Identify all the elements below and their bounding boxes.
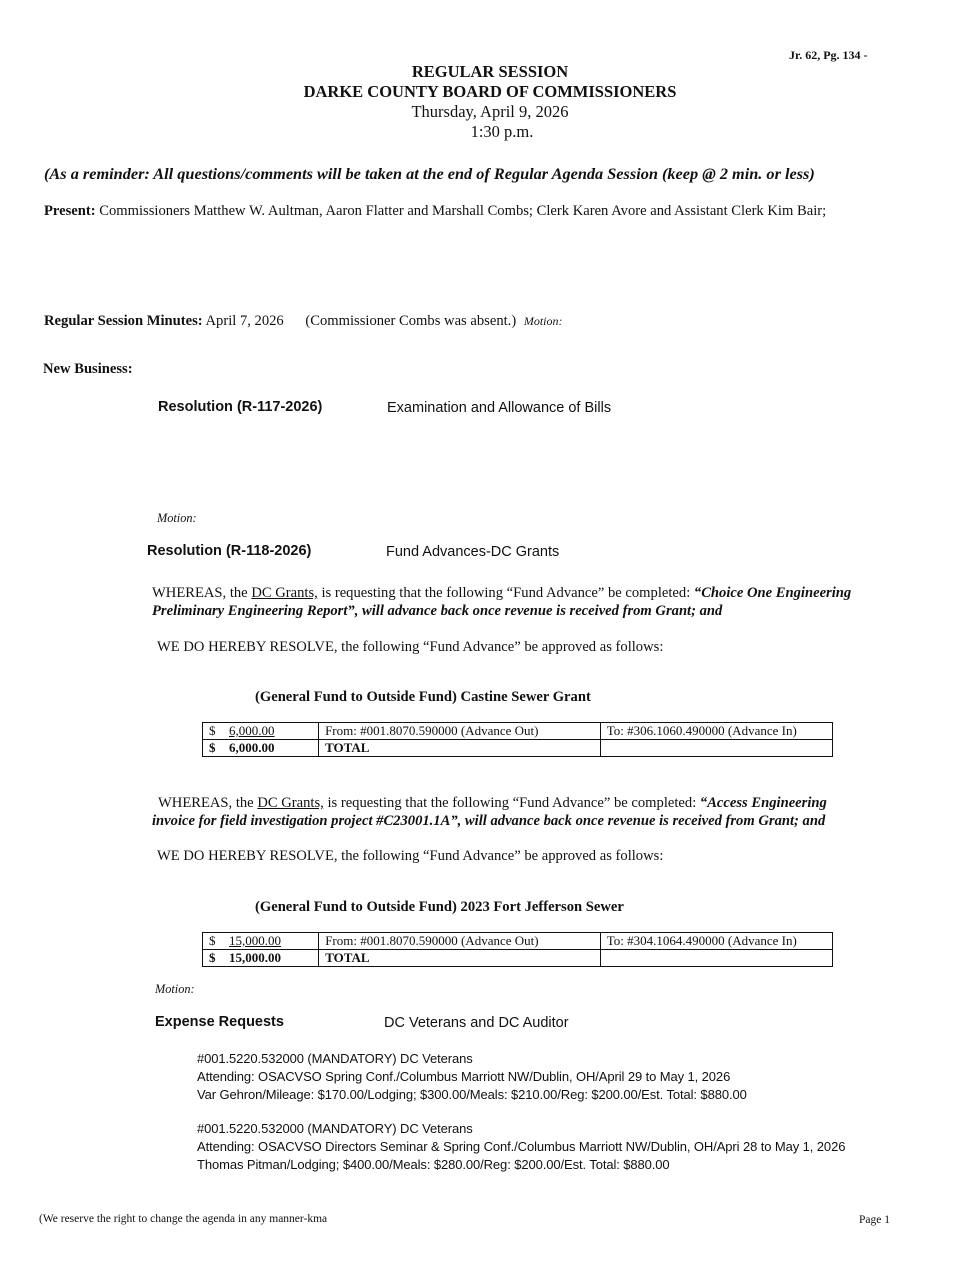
whereas-quote: “Choice One Engineering: [693, 585, 852, 601]
new-business-heading: New Business:: [43, 361, 133, 377]
resolve-clause-2: WE DO HEREBY RESOLVE, the following “Fund Advance” be approved as follows:: [157, 848, 664, 864]
whereas-middle: is requesting that the following “Fund Advance” be completed:: [317, 585, 694, 601]
to-account-cell: To: #306.1060.490000 (Advance In): [600, 723, 832, 740]
minutes-date: April 7, 2026: [202, 313, 284, 329]
total-label-cell: TOTAL: [319, 740, 601, 757]
expense-1-costs: Var Gehron/Mileage: $170.00/Lodging; $300.00/Meals: $210.00/Reg: $200.00/Est. Total: $880.00: [197, 1087, 747, 1102]
expense-2-costs: Thomas Pitman/Lodging; $400.00/Meals: $280.00/Reg: $200.00/Est. Total: $880.00: [197, 1157, 670, 1172]
whereas-clause-2: [158, 794, 827, 812]
fund-advance-2-table: [202, 932, 833, 967]
resolve-clause-1: WE DO HEREBY RESOLVE, the following “Fund Advance” be approved as follows:: [157, 639, 664, 655]
whereas-prefix: WHEREAS, the: [152, 585, 252, 601]
whereas-entity: DC Grants,: [251, 585, 318, 601]
total-amount-cell: [203, 740, 319, 757]
amount-cell: [203, 933, 319, 950]
empty-cell: [600, 950, 832, 967]
fund-advance-2-title: (General Fund to Outside Fund) 2023 Fort Jefferson Sewer: [255, 899, 624, 915]
dollar-sign: $: [209, 723, 216, 738]
minutes-label: Regular Session Minutes:: [44, 313, 203, 329]
expense-1-account: #001.5220.532000 (MANDATORY) DC Veterans: [197, 1051, 473, 1066]
session-date: Thursday, April 9, 2026: [411, 102, 569, 121]
session-title: REGULAR SESSION: [411, 62, 569, 81]
minutes-motion: Motion:: [523, 314, 563, 328]
present-text: Commissioners Matthew W. Aultman, Aaron Flatter and Marshall Combs; Clerk Karen Avore and Assistant Clerk Kim Bair;: [95, 203, 827, 219]
dollar-sign: $: [209, 950, 216, 965]
fund-advance-1-title: (General Fund to Outside Fund) Castine Sewer Grant: [255, 689, 591, 705]
resolution-r118-number: Resolution (R-118-2026): [147, 543, 312, 559]
amount-value: 6,000.00: [229, 723, 275, 738]
total-amount-value: 15,000.00: [229, 950, 281, 965]
resolution-r117-title: Examination and Allowance of Bills: [387, 400, 612, 416]
to-account-cell: To: #304.1064.490000 (Advance In): [600, 933, 832, 950]
table-row: [203, 933, 833, 950]
fund-advance-1-table: [202, 722, 833, 757]
from-account-cell: From: #001.8070.590000 (Advance Out): [319, 723, 601, 740]
present-label: Present:: [44, 203, 96, 219]
motion-label: Motion:: [155, 982, 195, 996]
table-row: [203, 950, 833, 967]
expense-2-attending: Attending: OSACVSO Directors Seminar & Spring Conf./Columbus Marriott NW/Dublin, OH/Apri 28 to May 1, 2026: [197, 1139, 846, 1154]
session-time: 1:30 p.m.: [470, 122, 534, 141]
whereas-entity: DC Grants,: [257, 795, 324, 811]
empty-cell: [600, 740, 832, 757]
expense-1-attending: Attending: OSACVSO Spring Conf./Columbus Marriott NW/Dublin, OH/April 29 to May 1, 2026: [197, 1069, 731, 1084]
journal-reference: Jr. 62, Pg. 134 -: [789, 48, 868, 62]
regular-session-minutes: [44, 313, 563, 330]
resolution-r118-title: Fund Advances-DC Grants: [386, 544, 560, 560]
whereas-prefix: WHEREAS, the: [158, 795, 258, 811]
present-attendees: [44, 203, 826, 220]
expense-requests-heading: Expense Requests: [155, 1014, 284, 1030]
table-row: [203, 740, 833, 757]
total-amount-cell: [203, 950, 319, 967]
expense-requests-title: DC Veterans and DC Auditor: [384, 1015, 569, 1031]
whereas-quote: “Access Engineering: [699, 795, 827, 811]
dollar-sign: $: [209, 933, 216, 948]
whereas-clause-1-continued: Preliminary Engineering Report”, will advance back once revenue is received from Grant; and: [152, 603, 723, 619]
whereas-middle: is requesting that the following “Fund Advance” be completed:: [323, 795, 700, 811]
reminder-note: (As a reminder: All questions/comments will be taken at the end of Regular Agenda Session (keep @ 2 min. or less): [44, 164, 815, 183]
amount-cell: [203, 723, 319, 740]
amount-value: 15,000.00: [229, 933, 281, 948]
whereas-clause-1: [152, 584, 851, 602]
table-row: [203, 723, 833, 740]
footer-note: (We reserve the right to change the agenda in any manner-kma: [39, 1213, 328, 1225]
board-name: DARKE COUNTY BOARD OF COMMISSIONERS: [303, 82, 677, 101]
total-amount-value: 6,000.00: [229, 740, 275, 755]
resolution-r117-number: Resolution (R-117-2026): [158, 399, 323, 415]
total-label-cell: TOTAL: [319, 950, 601, 967]
dollar-sign: $: [209, 740, 216, 755]
whereas-clause-2-continued: invoice for field investigation project #C23001.1A”, will advance back once revenue is received from Grant; and: [152, 813, 826, 829]
page-number: Page 1: [859, 1214, 890, 1226]
from-account-cell: From: #001.8070.590000 (Advance Out): [319, 933, 601, 950]
motion-label: Motion:: [157, 511, 197, 525]
minutes-absent-note: (Commissioner Combs was absent.): [305, 313, 517, 329]
expense-2-account: #001.5220.532000 (MANDATORY) DC Veterans: [197, 1121, 473, 1136]
